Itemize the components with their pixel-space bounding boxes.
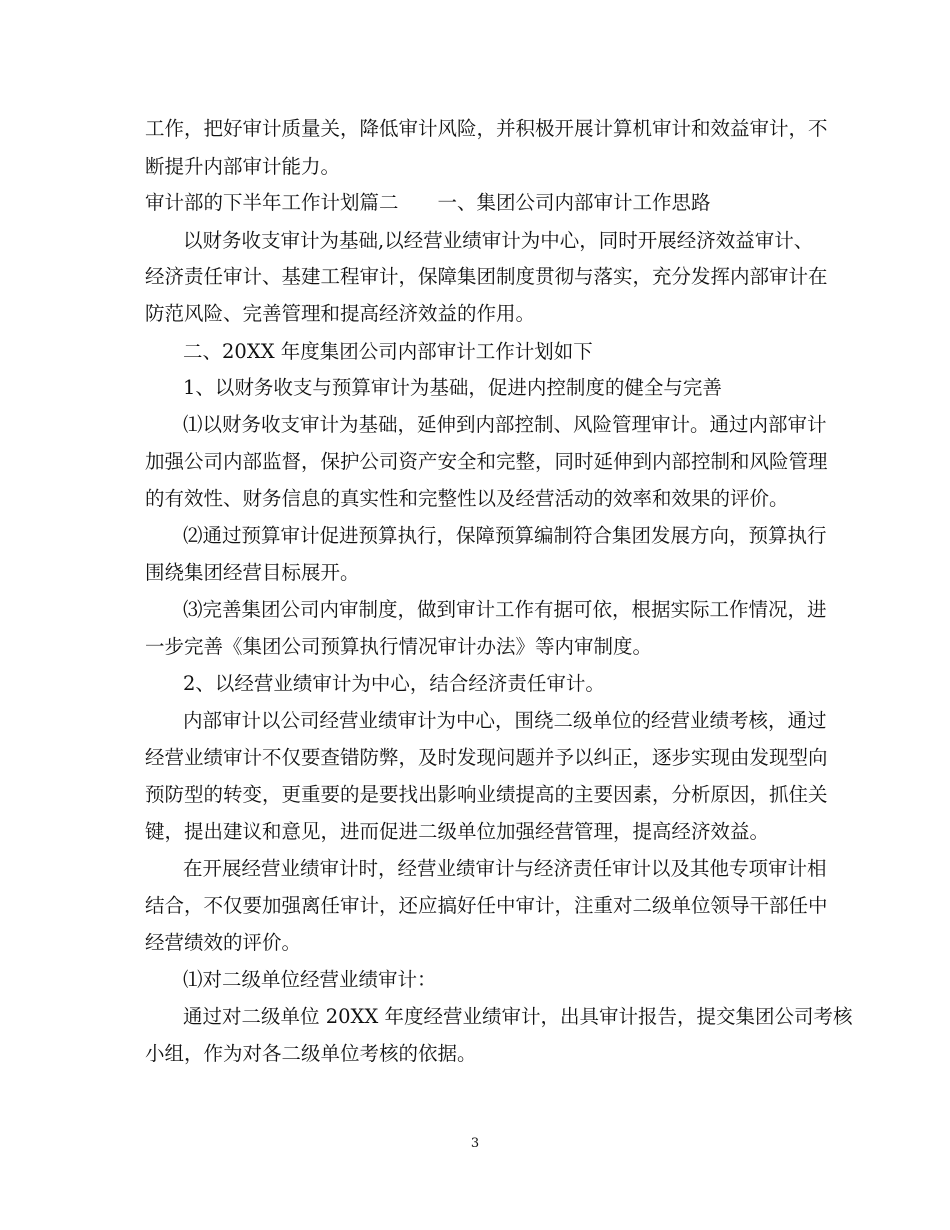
body-text-line: 以财务收支审计为基础,以经营业绩审计为中心，同时开展经济效益审计、 xyxy=(183,229,814,252)
body-text-line: ⑶完善集团公司内审制度，做到审计工作有据可依，根据实际工作情况，进 xyxy=(183,598,827,621)
body-text-line: 加强公司内部监督，保护公司资产安全和完整，同时延伸到内部控制和风险管理 xyxy=(145,450,828,473)
subheading-line: ⑴对二级单位经营业绩审计： xyxy=(183,968,437,991)
subheading-line: 二、20XX 年度集团公司内部审计工作计划如下 xyxy=(183,340,593,363)
body-text-line: 防范风险、完善管理和提高经济效益的作用。 xyxy=(145,302,536,325)
body-text-line: 工作，把好审计质量关，降低审计风险，并积极开展计算机审计和效益审计，不 xyxy=(145,117,828,140)
body-text-line: ⑵通过预算审计促进预算执行，保障预算编制符合集团发展方向，预算执行 xyxy=(183,524,827,547)
body-text-line: 键，提出建议和意见，进而促进二级单位加强经营管理，提高经济效益。 xyxy=(145,820,770,843)
body-text-line: 的有效性、财务信息的真实性和完整性以及经营活动的效率和效果的评价。 xyxy=(145,487,789,510)
body-text-line: 一步完善《集团公司预算执行情况审计办法》等内审制度。 xyxy=(145,635,653,658)
body-text-line: 预防型的转变，更重要的是要找出影响业绩提高的主要因素，分析原因，抓住关 xyxy=(145,783,828,806)
subheading-line: 1、以财务收支与预算审计为基础，促进内控制度的健全与完善 xyxy=(183,376,722,399)
body-text-line: 经济责任审计、基建工程审计，保障集团制度贯彻与落实，充分发挥内部审计在 xyxy=(145,265,828,288)
section-heading-line: 审计部的下半年工作计划篇二 一、集团公司内部审计工作思路 xyxy=(145,191,711,214)
body-text-line: 内部审计以公司经营业绩审计为中心，围绕二级单位的经营业绩考核，通过 xyxy=(183,709,827,732)
body-text-line: 在开展经营业绩审计时，经营业绩审计与经济责任审计以及其他专项审计相 xyxy=(183,857,827,880)
body-text-line: 经营绩效的评价。 xyxy=(145,931,302,954)
body-text-line: 经营业绩审计不仅要查错防弊，及时发现问题并予以纠正，逐步实现由发现型向 xyxy=(145,746,828,769)
body-text-line: ⑴以财务收支审计为基础，延伸到内部控制、风险管理审计。通过内部审计 xyxy=(183,413,827,436)
body-text-line: 小组，作为对各二级单位考核的依据。 xyxy=(145,1042,477,1065)
body-text-line: 结合，不仅要加强离任审计，还应搞好任中审计，注重对二级单位领导干部任中 xyxy=(145,894,828,917)
page-number: 3 xyxy=(470,1136,480,1151)
body-text-line: 围绕集团经营目标展开。 xyxy=(145,561,360,584)
subheading-line: 2、以经营业绩审计为中心，结合经济责任审计。 xyxy=(183,672,605,695)
body-text-line: 断提升内部审计能力。 xyxy=(145,155,341,178)
body-text-line: 通过对二级单位 20XX 年度经营业绩审计，出具审计报告，提交集团公司考核 xyxy=(183,1005,853,1028)
